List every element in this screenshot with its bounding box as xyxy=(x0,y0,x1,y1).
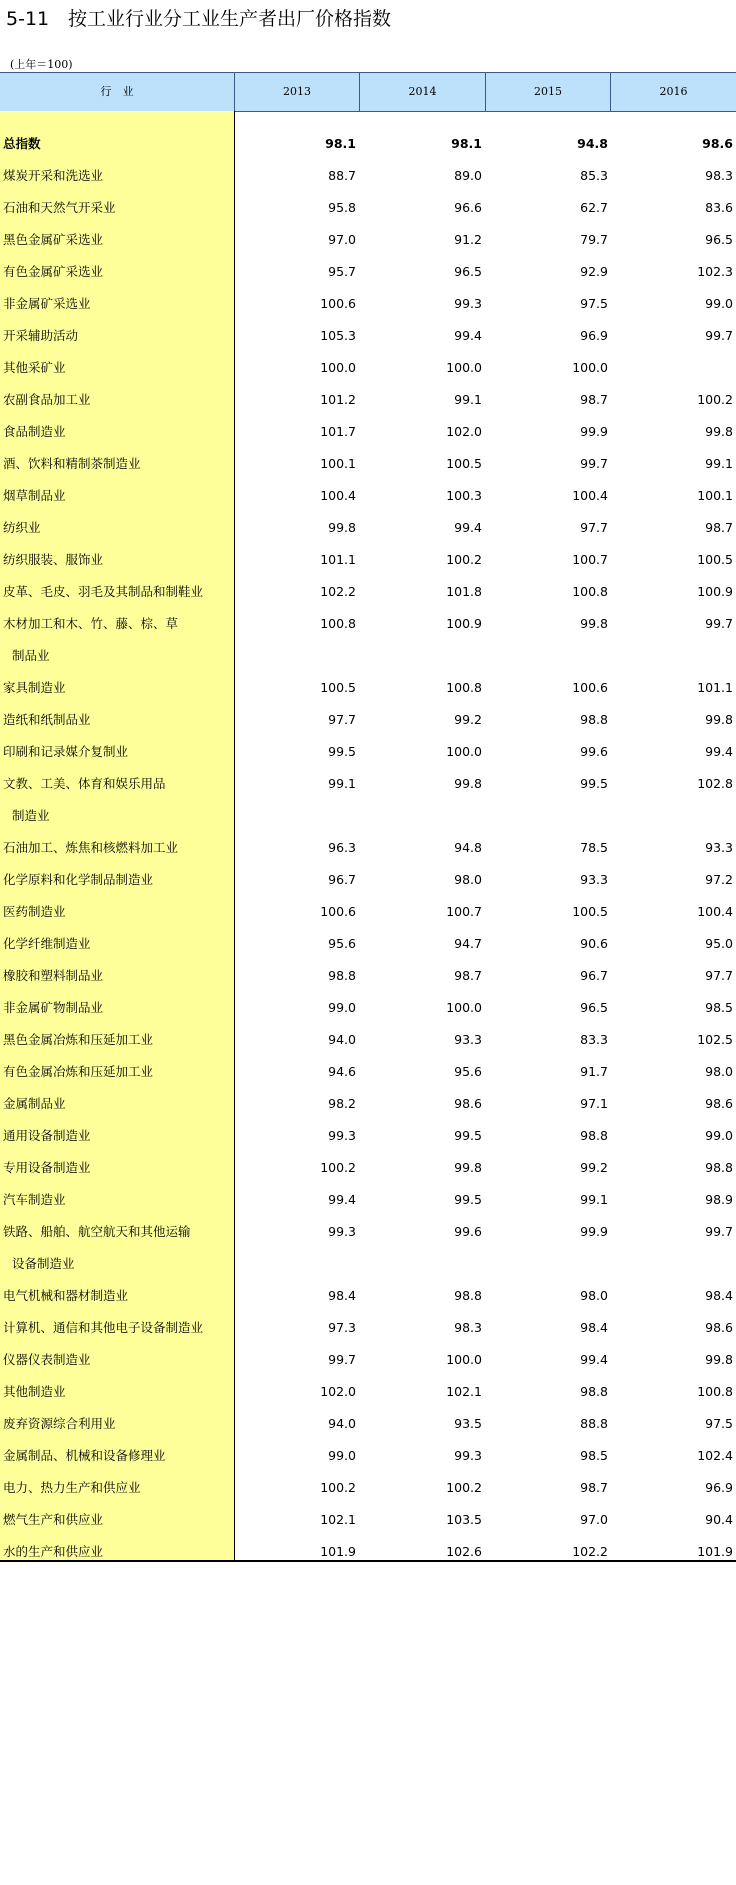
value-2015: 98.5 xyxy=(580,1448,608,1463)
value-2016: 98.6 xyxy=(705,1320,733,1335)
value-2014: 102.1 xyxy=(446,1384,482,1399)
value-2015: 96.7 xyxy=(580,968,608,983)
header-2016: 2016 xyxy=(659,85,688,98)
value-2015: 102.2 xyxy=(572,1544,608,1559)
value-2013: 98.8 xyxy=(328,968,356,983)
value-2015: 100.5 xyxy=(572,904,608,919)
row-label: 燃气生产和供应业 xyxy=(3,1512,104,1527)
table-row xyxy=(0,1376,736,1408)
value-2014: 99.8 xyxy=(454,776,482,791)
value-2015: 98.4 xyxy=(580,1320,608,1335)
value-2013: 97.0 xyxy=(328,232,356,247)
value-2016: 98.6 xyxy=(705,1096,733,1111)
value-2016: 99.0 xyxy=(705,1128,733,1143)
table-number: 5-11 xyxy=(6,8,50,30)
value-2014: 100.0 xyxy=(446,1000,482,1015)
value-2015: 100.7 xyxy=(572,552,608,567)
value-2016: 98.8 xyxy=(705,1160,733,1175)
table-row xyxy=(0,192,736,224)
table-row xyxy=(0,864,736,896)
row-label: 仪器仪表制造业 xyxy=(3,1352,91,1367)
table-row xyxy=(0,704,736,736)
row-label: 非金属矿物制品业 xyxy=(3,1000,104,1015)
row-label: 水的生产和供应业 xyxy=(3,1544,104,1559)
value-2013: 100.2 xyxy=(320,1480,356,1495)
value-2013: 97.7 xyxy=(328,712,356,727)
row-label: 纺织业 xyxy=(3,520,41,535)
value-2014: 102.6 xyxy=(446,1544,482,1559)
value-2015: 98.7 xyxy=(580,1480,608,1495)
row-label: 非金属矿采选业 xyxy=(3,296,91,311)
table-row xyxy=(0,1152,736,1184)
table-row xyxy=(0,608,736,640)
value-2013: 98.4 xyxy=(328,1288,356,1303)
value-2013: 96.7 xyxy=(328,872,356,887)
value-2015: 90.6 xyxy=(580,936,608,951)
row-label: 铁路、船舶、航空航天和其他运输 xyxy=(3,1224,191,1239)
value-2015: 97.5 xyxy=(580,296,608,311)
table-row xyxy=(0,288,736,320)
row-label: 废弃资源综合利用业 xyxy=(3,1416,116,1431)
value-2014: 93.5 xyxy=(454,1416,482,1431)
value-2013: 102.0 xyxy=(320,1384,356,1399)
value-2016: 97.5 xyxy=(705,1416,733,1431)
value-2014: 100.0 xyxy=(446,360,482,375)
value-2016: 99.8 xyxy=(705,712,733,727)
value-2015: 85.3 xyxy=(580,168,608,183)
row-label: 石油加工、炼焦和核燃料加工业 xyxy=(3,840,179,855)
value-2015: 97.7 xyxy=(580,520,608,535)
row-label: 印刷和记录媒介复制业 xyxy=(3,744,129,759)
value-2014: 98.3 xyxy=(454,1320,482,1335)
value-2016: 102.3 xyxy=(697,264,733,279)
value-2013: 99.1 xyxy=(328,776,356,791)
table-row xyxy=(0,640,736,672)
value-2016: 99.0 xyxy=(705,296,733,311)
value-2013: 99.0 xyxy=(328,1000,356,1015)
value-2015: 100.6 xyxy=(572,680,608,695)
table-row xyxy=(0,1472,736,1504)
unit-note: (上年＝100) xyxy=(10,58,73,71)
value-2015: 99.4 xyxy=(580,1352,608,1367)
value-2014: 99.8 xyxy=(454,1160,482,1175)
value-2015: 83.3 xyxy=(580,1032,608,1047)
header-2014: 2014 xyxy=(360,73,486,111)
row-label: 开采辅助活动 xyxy=(3,328,79,343)
table-row xyxy=(0,896,736,928)
value-2014: 100.2 xyxy=(446,552,482,567)
value-2015: 98.0 xyxy=(580,1288,608,1303)
value-2013: 100.8 xyxy=(320,616,356,631)
row-label: 电力、热力生产和供应业 xyxy=(3,1480,141,1495)
row-label: 电气机械和器材制造业 xyxy=(3,1288,129,1303)
table-row xyxy=(0,352,736,384)
value-2014: 103.5 xyxy=(446,1512,482,1527)
row-label: 农副食品加工业 xyxy=(3,392,91,407)
table-row xyxy=(0,1504,736,1536)
table-row xyxy=(0,1216,736,1248)
value-2016: 90.4 xyxy=(705,1512,733,1527)
value-2014: 89.0 xyxy=(454,168,482,183)
table-row xyxy=(0,480,736,512)
table-row xyxy=(0,1408,736,1440)
value-2014: 94.8 xyxy=(454,840,482,855)
table-row xyxy=(0,1248,736,1280)
value-2014: 99.1 xyxy=(454,392,482,407)
value-2016: 97.7 xyxy=(705,968,733,983)
row-label: 黑色金属矿采选业 xyxy=(3,232,104,247)
value-2014: 99.4 xyxy=(454,328,482,343)
value-2015: 100.8 xyxy=(572,584,608,599)
row-label: 文教、工美、体育和娱乐用品 xyxy=(3,776,166,791)
value-2015: 96.9 xyxy=(580,328,608,343)
row-label: 石油和天然气开采业 xyxy=(3,200,116,215)
value-2014: 99.6 xyxy=(454,1224,482,1239)
value-2015: 99.5 xyxy=(580,776,608,791)
row-label: 纺织服装、服饰业 xyxy=(3,552,104,567)
value-2013: 99.5 xyxy=(328,744,356,759)
value-2014: 100.0 xyxy=(446,1352,482,1367)
table-row xyxy=(0,1344,736,1376)
value-2016: 97.2 xyxy=(705,872,733,887)
value-2013: 97.3 xyxy=(328,1320,356,1335)
value-2016: 99.7 xyxy=(705,328,733,343)
value-2014: 95.6 xyxy=(454,1064,482,1079)
value-2013: 101.2 xyxy=(320,392,356,407)
value-2013: 101.1 xyxy=(320,552,356,567)
table-row xyxy=(0,1280,736,1312)
row-label: 木材加工和木、竹、藤、棕、草 xyxy=(3,616,179,631)
value-2016: 100.2 xyxy=(697,392,733,407)
table-row xyxy=(0,1312,736,1344)
value-2015: 62.7 xyxy=(580,200,608,215)
table-row xyxy=(0,1088,736,1120)
value-2015: 94.8 xyxy=(577,136,608,151)
value-2015: 100.4 xyxy=(572,488,608,503)
row-label: 橡胶和塑料制品业 xyxy=(3,968,104,983)
header-2015: 2015 xyxy=(486,73,611,111)
table-header xyxy=(0,72,736,112)
value-2015: 99.9 xyxy=(580,1224,608,1239)
value-2016: 98.3 xyxy=(705,168,733,183)
value-2014: 98.1 xyxy=(451,136,482,151)
value-2016: 93.3 xyxy=(705,840,733,855)
value-2014: 101.8 xyxy=(446,584,482,599)
value-2013: 98.1 xyxy=(325,136,356,151)
table-row xyxy=(0,736,736,768)
row-label: 黑色金属冶炼和压延加工业 xyxy=(3,1032,154,1047)
row-label: 化学纤维制造业 xyxy=(3,936,91,951)
value-2013: 94.0 xyxy=(328,1416,356,1431)
value-2013: 100.6 xyxy=(320,904,356,919)
table-body xyxy=(0,128,736,1568)
value-2013: 102.1 xyxy=(320,1512,356,1527)
value-2015: 98.7 xyxy=(580,392,608,407)
row-label: 专用设备制造业 xyxy=(3,1160,91,1175)
value-2013: 100.6 xyxy=(320,296,356,311)
value-2016: 96.9 xyxy=(705,1480,733,1495)
table-row xyxy=(0,992,736,1024)
row-label: 皮革、毛皮、羽毛及其制品和制鞋业 xyxy=(3,584,204,599)
value-2014: 100.7 xyxy=(446,904,482,919)
table-row xyxy=(0,1536,736,1568)
value-2016: 100.5 xyxy=(697,552,733,567)
table-row xyxy=(0,160,736,192)
value-2014: 98.6 xyxy=(454,1096,482,1111)
value-2015: 99.9 xyxy=(580,424,608,439)
value-2015: 99.1 xyxy=(580,1192,608,1207)
row-label: 医药制造业 xyxy=(3,904,66,919)
row-label: 食品制造业 xyxy=(3,424,66,439)
value-2013: 95.6 xyxy=(328,936,356,951)
table-row xyxy=(0,960,736,992)
value-2016: 102.8 xyxy=(697,776,733,791)
row-label: 计算机、通信和其他电子设备制造业 xyxy=(3,1320,204,1335)
value-2015: 99.2 xyxy=(580,1160,608,1175)
value-2013: 100.2 xyxy=(320,1160,356,1175)
row-label: 烟草制品业 xyxy=(3,488,66,503)
value-2014: 100.0 xyxy=(446,744,482,759)
value-2015: 91.7 xyxy=(580,1064,608,1079)
value-2016: 98.0 xyxy=(705,1064,733,1079)
row-label: 其他制造业 xyxy=(3,1384,66,1399)
value-2014: 100.8 xyxy=(446,680,482,695)
value-2013: 100.5 xyxy=(320,680,356,695)
value-2014: 96.5 xyxy=(454,264,482,279)
table-row xyxy=(0,384,736,416)
row-label: 通用设备制造业 xyxy=(3,1128,91,1143)
value-2013: 94.6 xyxy=(328,1064,356,1079)
value-2016: 101.1 xyxy=(697,680,733,695)
value-2013: 105.3 xyxy=(320,328,356,343)
row-label: 家具制造业 xyxy=(3,680,66,695)
value-2014: 93.3 xyxy=(454,1032,482,1047)
value-2014: 100.2 xyxy=(446,1480,482,1495)
value-2014: 100.5 xyxy=(446,456,482,471)
value-2015: 97.0 xyxy=(580,1512,608,1527)
value-2016: 96.5 xyxy=(705,232,733,247)
value-2016: 100.1 xyxy=(697,488,733,503)
row-label: 总指数 xyxy=(3,136,41,151)
row-label: 化学原料和化学制品制造业 xyxy=(3,872,154,887)
value-2015: 99.8 xyxy=(580,616,608,631)
value-2013: 94.0 xyxy=(328,1032,356,1047)
table-row xyxy=(0,1024,736,1056)
table-row xyxy=(0,128,736,160)
value-2014: 99.3 xyxy=(454,1448,482,1463)
table-title: 按工业行业分工业生产者出厂价格指数 xyxy=(68,8,392,30)
table-row xyxy=(0,256,736,288)
value-2013: 99.8 xyxy=(328,520,356,535)
value-2013: 95.8 xyxy=(328,200,356,215)
value-2013: 99.0 xyxy=(328,1448,356,1463)
value-2013: 100.1 xyxy=(320,456,356,471)
value-2016: 98.4 xyxy=(705,1288,733,1303)
value-2015: 98.8 xyxy=(580,1384,608,1399)
table-row xyxy=(0,544,736,576)
value-2016: 99.8 xyxy=(705,1352,733,1367)
row-label: 酒、饮料和精制茶制造业 xyxy=(3,456,141,471)
value-2016: 100.4 xyxy=(697,904,733,919)
row-label: 金属制品业 xyxy=(3,1096,66,1111)
value-2013: 95.7 xyxy=(328,264,356,279)
value-2013: 102.2 xyxy=(320,584,356,599)
value-2016: 95.0 xyxy=(705,936,733,951)
header-2013: 2013 xyxy=(235,73,360,111)
value-2015: 98.8 xyxy=(580,712,608,727)
table-row xyxy=(0,800,736,832)
table-row xyxy=(0,672,736,704)
table-row xyxy=(0,1120,736,1152)
table-row xyxy=(0,448,736,480)
value-2016: 99.1 xyxy=(705,456,733,471)
value-2015: 92.9 xyxy=(580,264,608,279)
value-2016: 102.5 xyxy=(697,1032,733,1047)
table-row xyxy=(0,416,736,448)
table-row xyxy=(0,512,736,544)
value-2013: 100.0 xyxy=(320,360,356,375)
value-2014: 99.2 xyxy=(454,712,482,727)
table-row xyxy=(0,320,736,352)
value-2015: 100.0 xyxy=(572,360,608,375)
value-2014: 99.5 xyxy=(454,1192,482,1207)
table-row xyxy=(0,832,736,864)
table-row xyxy=(0,224,736,256)
table-row xyxy=(0,1440,736,1472)
value-2014: 99.3 xyxy=(454,296,482,311)
value-2016: 101.9 xyxy=(697,1544,733,1559)
row-label: 设备制造业 xyxy=(12,1256,75,1271)
table-row xyxy=(0,576,736,608)
value-2014: 100.9 xyxy=(446,616,482,631)
value-2016: 102.4 xyxy=(697,1448,733,1463)
table-row xyxy=(0,1184,736,1216)
table-row xyxy=(0,928,736,960)
value-2016: 99.7 xyxy=(705,1224,733,1239)
value-2016: 83.6 xyxy=(705,200,733,215)
value-2015: 99.6 xyxy=(580,744,608,759)
row-label: 汽车制造业 xyxy=(3,1192,66,1207)
value-2014: 98.0 xyxy=(454,872,482,887)
value-2013: 96.3 xyxy=(328,840,356,855)
value-2014: 100.3 xyxy=(446,488,482,503)
value-2015: 99.7 xyxy=(580,456,608,471)
row-label: 制品业 xyxy=(12,648,50,663)
value-2016: 100.8 xyxy=(697,1384,733,1399)
value-2014: 102.0 xyxy=(446,424,482,439)
row-label: 制造业 xyxy=(12,808,50,823)
page-title xyxy=(6,4,391,31)
value-2016: 98.6 xyxy=(702,136,733,151)
value-2015: 78.5 xyxy=(580,840,608,855)
value-2014: 96.6 xyxy=(454,200,482,215)
value-2016: 98.5 xyxy=(705,1000,733,1015)
table-row xyxy=(0,768,736,800)
value-2016: 98.7 xyxy=(705,520,733,535)
value-2013: 101.9 xyxy=(320,1544,356,1559)
value-2013: 98.2 xyxy=(328,1096,356,1111)
value-2014: 94.7 xyxy=(454,936,482,951)
row-label: 造纸和纸制品业 xyxy=(3,712,91,727)
value-2015: 97.1 xyxy=(580,1096,608,1111)
value-2013: 99.3 xyxy=(328,1128,356,1143)
value-2013: 99.7 xyxy=(328,1352,356,1367)
value-2016: 99.4 xyxy=(705,744,733,759)
value-2015: 88.8 xyxy=(580,1416,608,1431)
value-2014: 98.7 xyxy=(454,968,482,983)
value-2014: 99.5 xyxy=(454,1128,482,1143)
row-label: 有色金属冶炼和压延加工业 xyxy=(3,1064,154,1079)
row-label: 有色金属矿采选业 xyxy=(3,264,104,279)
value-2013: 100.4 xyxy=(320,488,356,503)
header-industry: 行 业 xyxy=(0,73,235,111)
value-2013: 88.7 xyxy=(328,168,356,183)
value-2015: 93.3 xyxy=(580,872,608,887)
value-2016: 99.7 xyxy=(705,616,733,631)
value-2016: 100.9 xyxy=(697,584,733,599)
row-label: 煤炭开采和洗选业 xyxy=(3,168,104,183)
value-2013: 99.4 xyxy=(328,1192,356,1207)
value-2014: 91.2 xyxy=(454,232,482,247)
table-bottom-rule xyxy=(0,1560,736,1562)
table-row xyxy=(0,1056,736,1088)
value-2013: 99.3 xyxy=(328,1224,356,1239)
value-2014: 98.8 xyxy=(454,1288,482,1303)
value-2013: 101.7 xyxy=(320,424,356,439)
value-2016: 99.8 xyxy=(705,424,733,439)
value-2015: 98.8 xyxy=(580,1128,608,1143)
value-2016: 98.9 xyxy=(705,1192,733,1207)
row-label: 金属制品、机械和设备修理业 xyxy=(3,1448,166,1463)
row-label: 其他采矿业 xyxy=(3,360,66,375)
value-2015: 96.5 xyxy=(580,1000,608,1015)
value-2014: 99.4 xyxy=(454,520,482,535)
value-2015: 79.7 xyxy=(580,232,608,247)
